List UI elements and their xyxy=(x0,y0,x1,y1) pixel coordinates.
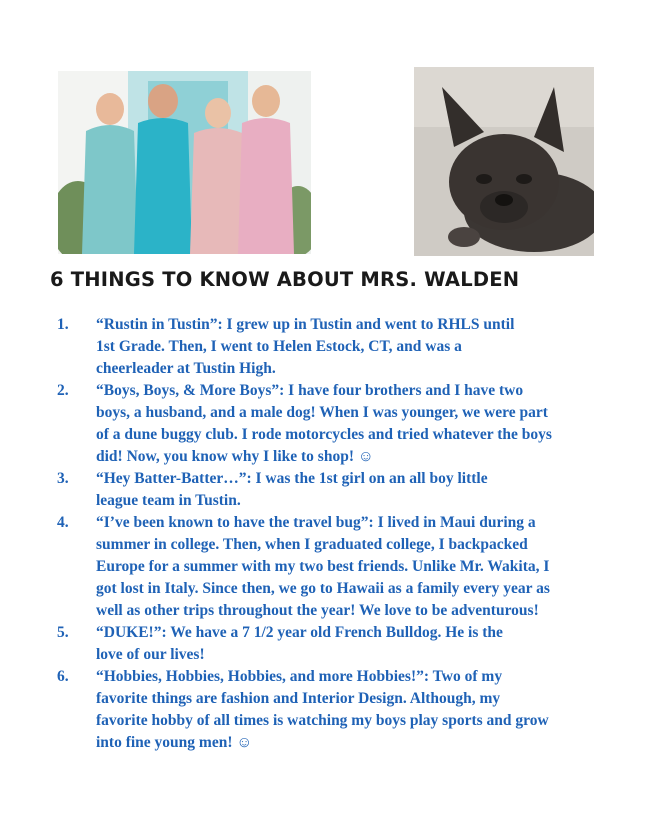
facts-list xyxy=(0,314,645,754)
list-item-number: 5. xyxy=(57,624,69,641)
list-item-text xyxy=(96,622,596,666)
list-item-line: got lost in Italy. Since then, we go to Hawaii as a family every year as xyxy=(96,580,550,597)
list-item-number: 3. xyxy=(57,470,69,487)
list-item-text xyxy=(96,512,596,622)
list-item-text xyxy=(96,314,596,380)
list-item xyxy=(0,666,645,754)
list-item-line: “Hobbies, Hobbies, Hobbies, and more Hobbies!”: Two of my xyxy=(96,668,503,685)
family-photo xyxy=(58,71,311,254)
list-item-number: 6. xyxy=(57,668,69,685)
list-item-line: favorite things are fashion and Interior Design. Although, my xyxy=(96,690,501,707)
list-item-line: favorite hobby of all times is watching my boys play sports and grow xyxy=(96,712,549,729)
list-item-number: 2. xyxy=(57,382,69,399)
french-bulldog-photo xyxy=(414,67,594,256)
list-item-number: 4. xyxy=(57,514,69,531)
list-item-line: summer in college. Then, when I graduated college, I backpacked xyxy=(96,536,528,553)
list-item-line: of a dune buggy club. I rode motorcycles and tried whatever the boys xyxy=(96,426,552,443)
list-item-line: “Boys, Boys, & More Boys”: I have four brothers and I have two xyxy=(96,382,524,399)
list-item xyxy=(0,622,645,666)
list-item-line: “I’ve been known to have the travel bug”: I lived in Maui during a xyxy=(96,514,536,531)
list-item-text xyxy=(96,468,596,512)
list-item-number: 1. xyxy=(57,316,69,333)
list-item-text xyxy=(96,666,596,754)
list-item xyxy=(0,314,645,380)
list-item-line: love of our lives! xyxy=(96,646,205,663)
list-item-line: “Hey Batter-Batter…”: I was the 1st girl on an all boy little xyxy=(96,470,488,487)
list-item-line: league team in Tustin. xyxy=(96,492,241,509)
list-item-line: boys, a husband, and a male dog! When I was younger, we were part xyxy=(96,404,548,421)
list-item-line: “DUKE!”: We have a 7 1/2 year old French Bulldog. He is the xyxy=(96,624,503,641)
list-item-line: well as other trips throughout the year! We love to be adventurous! xyxy=(96,602,539,619)
list-item-text xyxy=(96,380,596,468)
page-title: 6 THINGS TO KNOW ABOUT MRS. WALDEN xyxy=(50,268,520,291)
list-item-line: did! Now, you know why I like to shop! ☺ xyxy=(96,448,374,465)
list-item xyxy=(0,468,645,512)
list-item xyxy=(0,512,645,622)
list-item-line: “Rustin in Tustin”: I grew up in Tustin and went to RHLS until xyxy=(96,316,515,333)
list-item-line: Europe for a summer with my two best friends. Unlike Mr. Wakita, I xyxy=(96,558,550,575)
list-item-line: cheerleader at Tustin High. xyxy=(96,360,276,377)
list-item xyxy=(0,380,645,468)
list-item-line: 1st Grade. Then, I went to Helen Estock, CT, and was a xyxy=(96,338,462,355)
list-item-line: into fine young men! ☺ xyxy=(96,734,253,751)
